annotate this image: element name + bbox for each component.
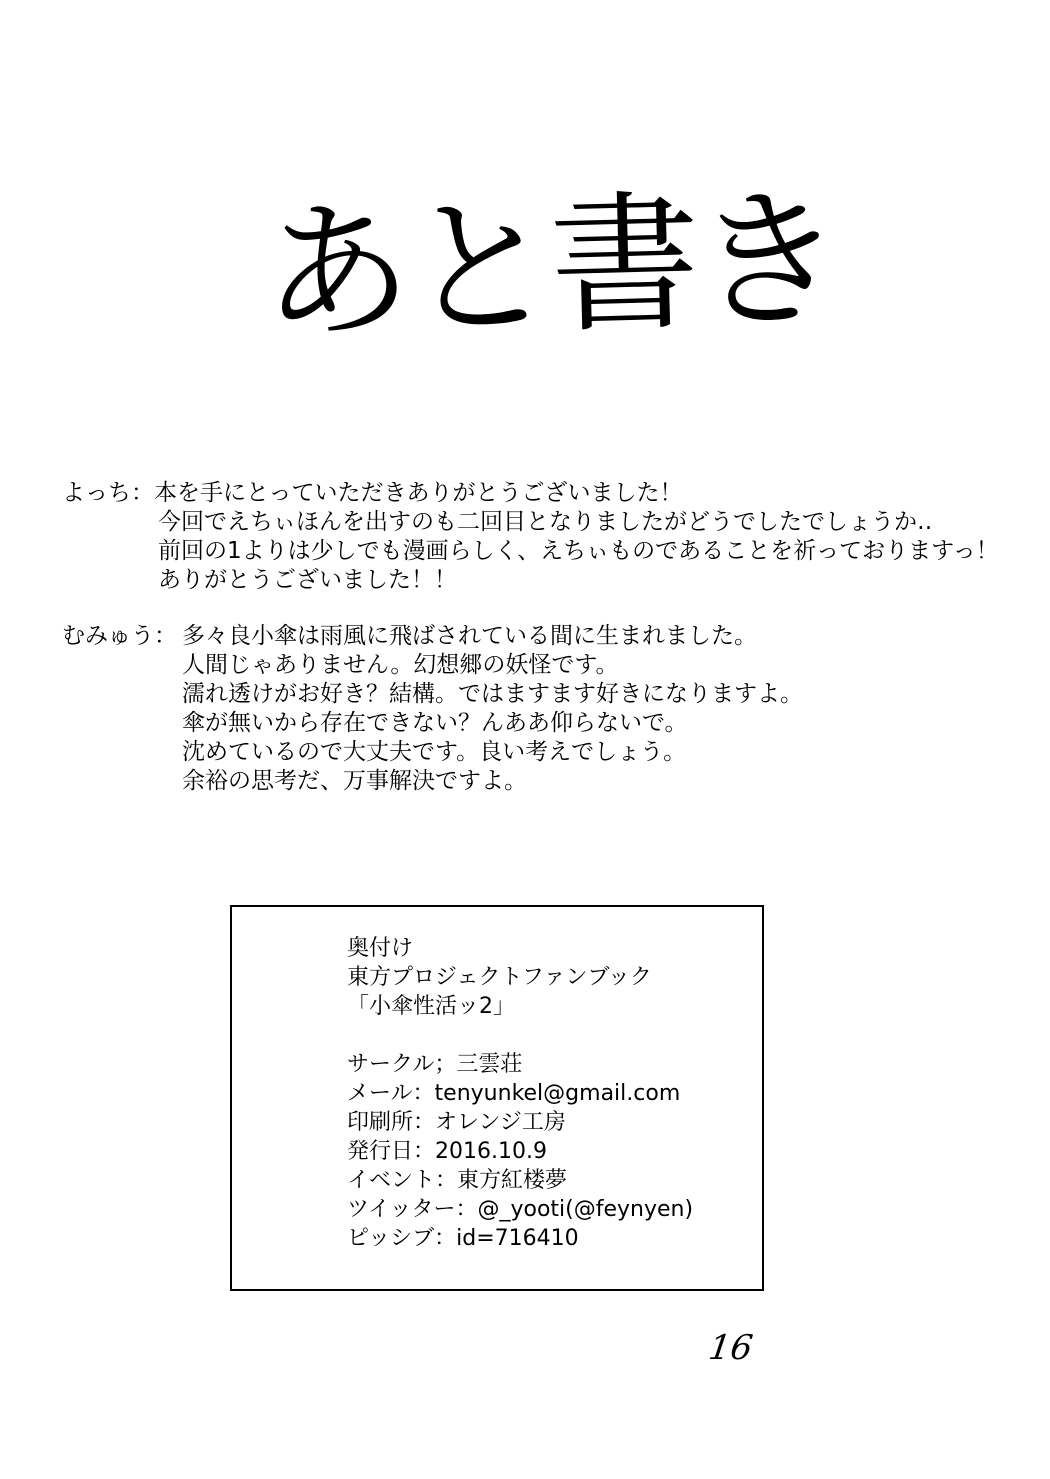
afterword-title: あと書き: [259, 172, 841, 362]
afterword-line: 人間じゃありません。幻想郷の妖怪です。: [182, 652, 619, 678]
afterword-line: 前回の1よりは少しでも漫画らしく、えちぃものであることを祈っておりますっ！: [158, 538, 999, 564]
colophon-heading: 奥付け: [347, 936, 414, 961]
colophon-twitter: ツイッター：@_yooti(@feynyen): [347, 1197, 694, 1222]
colophon-circle: サークル；三雲荘: [347, 1052, 523, 1077]
speaker-label: よっち：: [62, 480, 154, 506]
afterword-line: 沈めているので大丈夫です。良い考えでしょう。: [182, 739, 687, 765]
afterword-line: 多々良小傘は雨風に飛ばされている間に生まれました。: [182, 623, 757, 649]
afterword-line: 本を手にとっていただきありがとうございました！: [154, 480, 683, 506]
colophon-series: 東方プロジェクトファンブック: [347, 965, 652, 990]
colophon-book-title: 「小傘性活ッ2」: [347, 994, 515, 1019]
afterword-line: 今回でえちぃほんを出すのも二回目となりましたがどうでしたでしょうか‥: [158, 509, 933, 535]
page-number: 16: [706, 1328, 756, 1368]
afterword-line: ありがとうございました！！: [158, 567, 457, 593]
colophon-pixiv: ピッシブ：id=716410: [347, 1226, 579, 1251]
colophon-email: メール：tenyunkel@gmail.com: [347, 1081, 681, 1106]
colophon-issue-date: 発行日：2016.10.9: [347, 1139, 547, 1164]
colophon-printer: 印刷所：オレンジ工房: [347, 1110, 566, 1135]
afterword-line: 傘が無いから存在できない？んああ仰らないで。: [182, 710, 688, 736]
speaker-label: むみゅう：: [62, 623, 177, 649]
colophon-box: [230, 905, 764, 1291]
afterword-line: 余裕の思考だ、万事解決ですよ。: [182, 768, 527, 794]
colophon-event: イベント：東方紅楼夢: [347, 1168, 568, 1193]
afterword-line: 濡れ透けがお好き？結構。ではますます好きになりますよ。: [182, 681, 803, 707]
